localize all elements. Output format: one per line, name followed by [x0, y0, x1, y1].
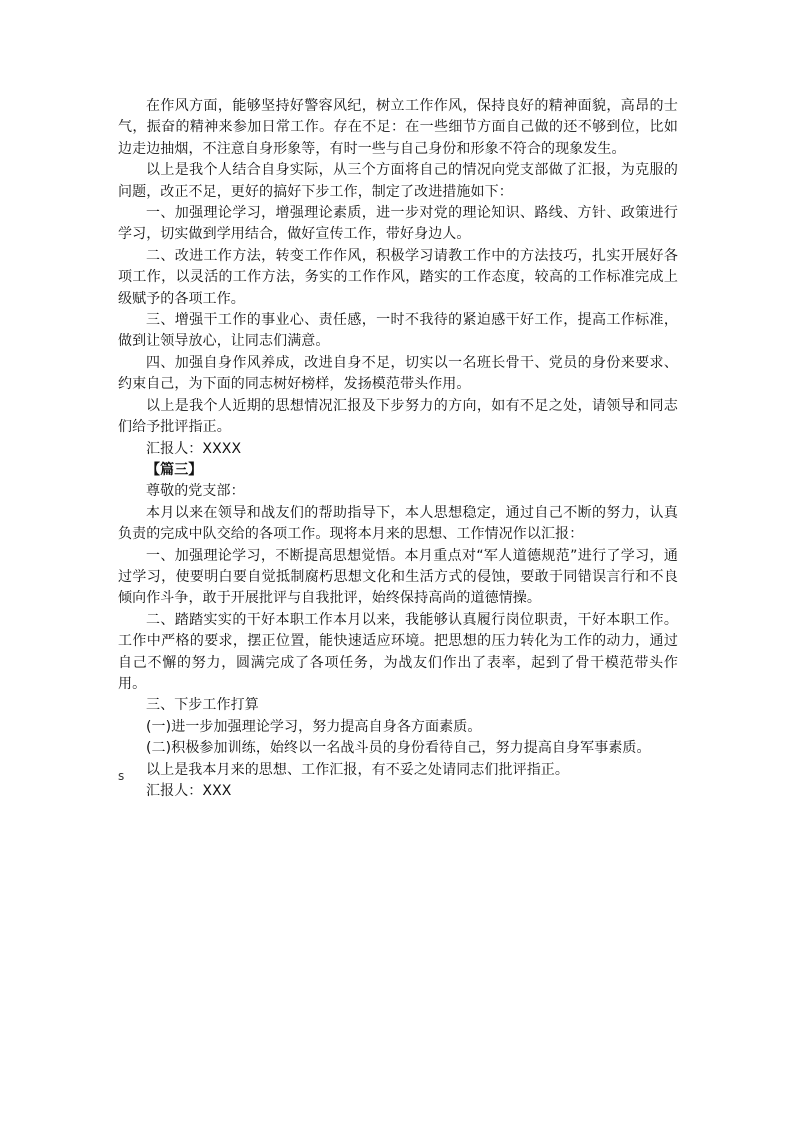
paragraph-measure-3: 三、增强干工作的事业心、责任感，一时不我待的紧迫感干好工作，提高工作标准，做到让领导放心，让同志们满意。 [118, 312, 678, 350]
salutation: 尊敬的党支部： [146, 483, 245, 500]
stray-mark: s [118, 769, 125, 783]
paragraph-theory-study: 一、加强理论学习，不断提高思想觉悟。本月重点对“军人道德规范”进行了学习，通过学习，使要明白要自觉抵制腐朽思想文化和生活方式的侵蚀，要敢于同错误言行和不良倾向作斗争，敢于开展批评与自我批评，始终保持高尚的道德情操。 [118, 547, 678, 607]
reporter-signature: 汇报人：XXXX [146, 440, 242, 457]
paragraph-summary-intro: 以上是我个人结合自身实际，从三个方面将自己的情况向党支部做了汇报，为克服的问题，改正不足，更好的搞好下步工作，制定了改进措施如下： [118, 162, 678, 200]
paragraph-plan-1: (一)进一步加强理论学习，努力提高自身各方面素质。 [146, 718, 482, 735]
document-body [118, 96, 678, 802]
section-heading: 【篇三】 [146, 461, 203, 478]
paragraph-closing: 以上是我个人近期的思想情况汇报及下步努力的方向，如有不足之处，请领导和同志们给予批评指正。 [118, 397, 678, 436]
paragraph-plan-2: (二)积极参加训练，始终以一名战斗员的身份看待自己，努力提高自身军事素质。 [146, 740, 651, 757]
paragraph-work-style: 在作风方面，能够坚持好警容风纪，树立工作作风，保持良好的精神面貌，高昂的士气，振奋的精神来参加日常工作。存在不足：在一些细节方面自己做的还不够到位，比如边走边抽烟，不注意自身形象等，有时一些与自己身份和形象不符合的现象发生。 [118, 98, 678, 157]
paragraph-measure-4: 四、加强自身作风养成，改进自身不足，切实以一名班长骨干、党员的身份来要求、约束自己，为下面的同志树好榜样，发扬模范带头作用。 [118, 354, 678, 393]
paragraph-job-duties: 二、踏踏实实的干好本职工作本月以来，我能够认真履行岗位职责，干好本职工作。工作中严格的要求，摆正位置，能快速适应环境。把思想的压力转化为工作的动力，通过自己不懈的努力，圆满完成了各项任务，为战友们作出了表率，起到了骨干模范带头作用。 [118, 611, 678, 692]
paragraph-measure-1: 一、加强理论学习，增强理论素质，进一步对党的理论知识、路线、方针、政策进行学习，切实做到学用结合，做好宣传工作，带好身边人。 [118, 205, 678, 243]
paragraph-measure-2: 二、改进工作方法，转变工作作风，积极学习请教工作中的方法技巧，扎实开展好各项工作，以灵活的工作方法，务实的工作作风，踏实的工作态度，较高的工作标准完成上级赋予的各项工作。 [118, 247, 678, 307]
paragraph-monthly-intro: 本月以来在领导和战友们的帮助指导下，本人思想稳定，通过自己不断的努力，认真负责的完成中队交给的各项工作。现将本月来的思想、工作情况作以汇报： [118, 504, 678, 543]
paragraph-monthly-closing: 以上是我本月来的思想、工作汇报，有不妥之处请同志们批评指正。 [146, 761, 569, 778]
paragraph-next-plan: 三、下步工作打算 [146, 697, 259, 714]
reporter-signature-2: 汇报人：XXX [146, 783, 232, 799]
